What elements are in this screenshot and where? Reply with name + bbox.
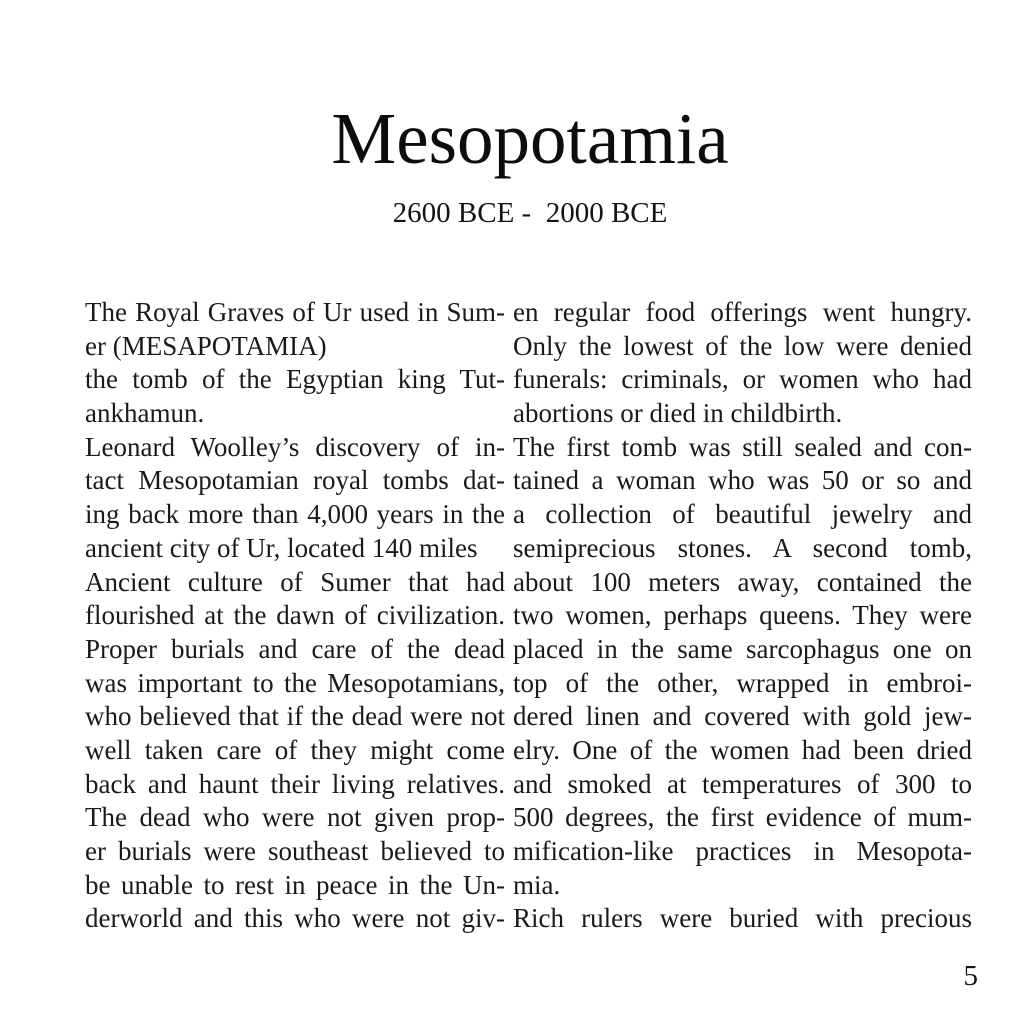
text-line: two women, perhaps queens. They were — [513, 600, 972, 631]
text-line: The Royal Graves of Ur used in Sum- — [85, 297, 505, 327]
text-line: er burials were southeast believed to — [85, 836, 505, 866]
text-line: derworld and this who were not giv- — [85, 903, 505, 934]
text-line: funerals: criminals, or women who had — [513, 364, 972, 395]
text-line: Rich rulers were buried with precious — [513, 903, 972, 934]
text-line: en regular food offerings went hungry. — [513, 297, 972, 327]
text-line: be unable to rest in peace in the Un- — [85, 869, 505, 900]
text-line: Ancient culture of Sumer that had — [85, 566, 505, 597]
text-line: dered linen and covered with gold jew- — [513, 701, 972, 732]
text-line: The first tomb was still sealed and con- — [513, 431, 972, 462]
text-line: well taken care of they might come — [85, 734, 505, 765]
text-line: tact Mesopotamian royal tombs dat- — [85, 465, 505, 496]
text-line: the tomb of the Egyptian king Tut- — [85, 364, 505, 395]
text-line: ing back more than 4,000 years in the — [85, 499, 505, 530]
text-line: placed in the same sarcophagus one on — [513, 633, 972, 664]
text-line: elry. One of the women had been dried — [513, 734, 972, 765]
text-line: and smoked at temperatures of 300 to — [513, 768, 972, 799]
text-line: ankhamun. — [85, 398, 205, 429]
column-right — [513, 296, 972, 936]
text-line: was important to the Mesopotamians, — [85, 667, 505, 698]
text-line: flourished at the dawn of civilization. — [85, 600, 505, 631]
page-title: Mesopotamia — [331, 97, 729, 179]
text-line: er (MESAPOTAMIA) — [85, 330, 327, 361]
text-line: about 100 meters away, contained the — [513, 566, 972, 597]
text-line: ancient city of Ur, located 140 miles — [85, 532, 478, 563]
text-line: Leonard Woolley’s discovery of in- — [85, 431, 505, 462]
text-line: Only the lowest of the low were denied — [513, 330, 972, 361]
text-line: semiprecious stones. A second tomb, — [513, 532, 972, 563]
text-line: back and haunt their living relatives. — [85, 768, 505, 799]
text-line: The dead who were not given prop- — [85, 802, 505, 833]
text-line: top of the other, wrapped in embroi- — [513, 667, 972, 698]
column-left — [85, 296, 505, 936]
text-line: Proper burials and care of the dead — [85, 633, 505, 664]
text-line: mification-like practices in Mesopota- — [513, 836, 972, 866]
text-line: who believed that if the dead were not — [85, 701, 505, 732]
page-number: 5 — [963, 960, 978, 992]
text-line: tained a woman who was 50 or so and — [513, 465, 972, 496]
text-line: mia. — [513, 869, 561, 900]
text-line: abortions or died in childbirth. — [513, 398, 843, 429]
text-line: 500 degrees, the first evidence of mum- — [513, 802, 972, 833]
text-line: a collection of beautiful jewelry and — [513, 499, 972, 530]
date-range: 2600 BCE - 2000 BCE — [392, 197, 668, 229]
